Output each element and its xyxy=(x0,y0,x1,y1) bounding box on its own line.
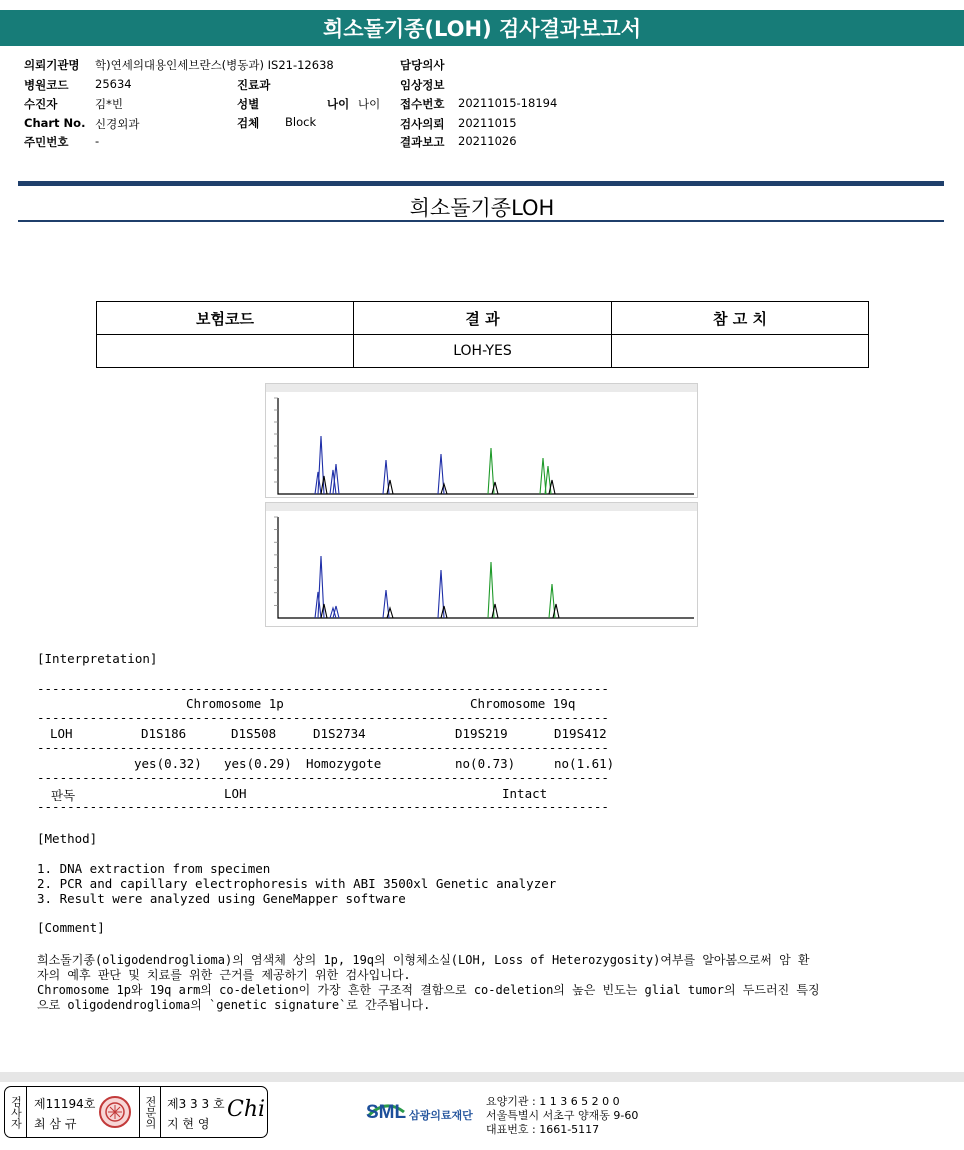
result-table-header-row xyxy=(97,302,869,335)
label-resident-no: 주민번호 xyxy=(24,135,69,149)
footer-contact-line-3: 대표번호 : 1661-5117 xyxy=(486,1123,600,1136)
value-d19s219: no(0.73) xyxy=(455,756,516,771)
marker-d1s186: D1S186 xyxy=(141,726,187,741)
label-age: 나이 xyxy=(327,97,350,111)
examiner-license-no: 제11194호 xyxy=(34,1097,96,1111)
section-title: 희소돌기종LOH xyxy=(409,196,555,220)
chromosome-1p-label: Chromosome 1p xyxy=(186,696,284,711)
report-title: 희소돌기종(LOH) 검사결과보고서 xyxy=(323,17,641,41)
value-d1s508: yes(0.29) xyxy=(224,756,292,771)
value-specimen: Block xyxy=(285,115,317,129)
label-hospital-code: 병원코드 xyxy=(24,78,69,92)
label-receipt-no: 접수번호 xyxy=(400,97,445,111)
value-d1s2734: Homozygote xyxy=(306,756,382,771)
specialist-vertical-label xyxy=(139,1087,161,1137)
value-age: 나이 xyxy=(358,97,381,111)
label-specimen: 검체 xyxy=(237,116,260,130)
examiner-vertical-text: 검사자 xyxy=(9,1095,23,1129)
electropherogram-bottom xyxy=(265,502,698,627)
marker-d1s2734: D1S2734 xyxy=(313,726,366,741)
specialist-license-no: 제3 3 3 호 xyxy=(167,1097,225,1111)
comment-title: [Comment] xyxy=(37,920,105,935)
cell-insurance-code xyxy=(97,335,354,368)
interpretation-divider-5: ---------------------------------------------------------------------------- xyxy=(37,799,609,814)
electropherogram-bottom-plot xyxy=(266,503,699,628)
marker-d19s412: D19S412 xyxy=(554,726,607,741)
trace-axis xyxy=(278,517,694,618)
label-report-date: 결과보고 xyxy=(400,135,445,149)
value-d19s412: no(1.61) xyxy=(554,756,615,771)
header-info xyxy=(0,0,964,160)
electropherogram-top xyxy=(265,383,698,498)
footer-contact-line-1: 요양기관 : 1 1 3 6 5 2 0 0 xyxy=(486,1095,620,1108)
header-result: 결 과 xyxy=(354,302,612,335)
comment-line-1: 희소돌기종(oligodendroglioma)의 염색체 상의 1p, 19q의 이형체소실(LOH, Loss of Heterozygosity)여부를 알아봄으로써 암 환 xyxy=(37,953,810,967)
comment-line-2: 자의 예후 판단 및 치료를 위한 근거를 제공하기 위한 검사입니다. xyxy=(37,968,411,982)
section-divider-bottom xyxy=(18,220,944,222)
interpretation-title: [Interpretation] xyxy=(37,651,158,666)
label-sex: 성별 xyxy=(237,97,260,111)
value-patient: 김*빈 xyxy=(95,97,123,111)
loh-row-label: LOH xyxy=(50,726,73,741)
footer-contact-line-2: 서울특별시 서초구 양재동 9-60 xyxy=(486,1109,639,1122)
method-item-2: 2. PCR and capillary electrophoresis with ABI 3500xl Genetic analyzer xyxy=(37,876,557,891)
signature-box xyxy=(4,1086,268,1138)
label-request-date: 검사의뢰 xyxy=(400,117,445,131)
interpretation-divider-2: ---------------------------------------------------------------------------- xyxy=(37,710,609,725)
specialist-vertical-text: 전문의 xyxy=(144,1095,157,1129)
examiner-name: 최 삼 규 xyxy=(34,1117,77,1131)
header-reference: 참 고 치 xyxy=(612,302,869,335)
comment-line-4: 으로 oligodendroglioma의 `genetic signature`로 간주됩니다. xyxy=(37,998,431,1012)
value-receipt-no: 20211015-18194 xyxy=(458,96,558,110)
value-hospital-code: 25634 xyxy=(95,77,132,91)
chromosome-19q-label: Chromosome 19q xyxy=(470,696,576,711)
value-report-date: 20211026 xyxy=(458,134,517,148)
sml-org-name: 삼광의료재단 xyxy=(409,1109,473,1122)
judgement-1p: LOH xyxy=(224,786,247,801)
value-d1s186: yes(0.32) xyxy=(134,756,202,771)
label-patient: 수진자 xyxy=(24,97,58,111)
sml-logo-text: SML xyxy=(366,1102,407,1123)
specialist-signature: Chi xyxy=(227,1097,266,1122)
interpretation-divider-4: ---------------------------------------------------------------------------- xyxy=(37,770,609,785)
header-insurance-code: 보험코드 xyxy=(97,302,354,335)
marker-d1s508: D1S508 xyxy=(231,726,277,741)
value-request-date: 20211015 xyxy=(458,116,517,130)
trace-peak xyxy=(488,448,494,494)
section-divider-top xyxy=(18,181,944,186)
method-item-1: 1. DNA extraction from specimen xyxy=(37,861,271,876)
label-chart-no: Chart No. xyxy=(24,116,86,130)
trace-axis xyxy=(278,398,694,494)
interpretation-divider-1: ---------------------------------------------------------------------------- xyxy=(37,681,609,696)
label-requesting-institution: 의뢰기관명 xyxy=(24,58,80,72)
result-table xyxy=(96,301,869,368)
value-requesting-institution: 학)연세의대용인세브란스(병동과) IS21-12638 xyxy=(95,58,334,72)
examiner-seal-icon xyxy=(98,1095,132,1129)
judgement-label: 판독 xyxy=(51,788,76,803)
marker-d19s219: D19S219 xyxy=(455,726,508,741)
cell-reference xyxy=(612,335,869,368)
interpretation-divider-3: ---------------------------------------------------------------------------- xyxy=(37,740,609,755)
result-table-row xyxy=(97,335,869,368)
footer-band xyxy=(0,1072,964,1082)
label-physician: 담당의사 xyxy=(400,58,445,72)
footer-contact xyxy=(486,1095,638,1137)
sml-logo xyxy=(364,1094,484,1134)
label-clinical-info: 임상정보 xyxy=(400,78,445,92)
comment-line-3: Chromosome 1p와 19q arm의 co-deletion이 가장 흔한 구조적 결함으로 co-deletion의 높은 빈도는 glial tumor의 두드러진 특징 xyxy=(37,983,820,997)
electropherogram-top-plot xyxy=(266,384,699,499)
examiner-vertical-label xyxy=(5,1087,27,1137)
cell-result: LOH-YES xyxy=(354,335,612,368)
method-item-3: 3. Result were analyzed using GeneMapper software xyxy=(37,891,406,906)
trace-peak xyxy=(488,562,494,618)
method-title: [Method] xyxy=(37,831,98,846)
value-resident-no: - xyxy=(95,134,100,148)
specialist-name: 지 현 영 xyxy=(167,1117,210,1131)
value-chart-no: 신경외과 xyxy=(95,117,140,131)
judgement-19q: Intact xyxy=(502,786,548,801)
trace-peak xyxy=(318,436,324,494)
label-department: 진료과 xyxy=(237,78,271,92)
